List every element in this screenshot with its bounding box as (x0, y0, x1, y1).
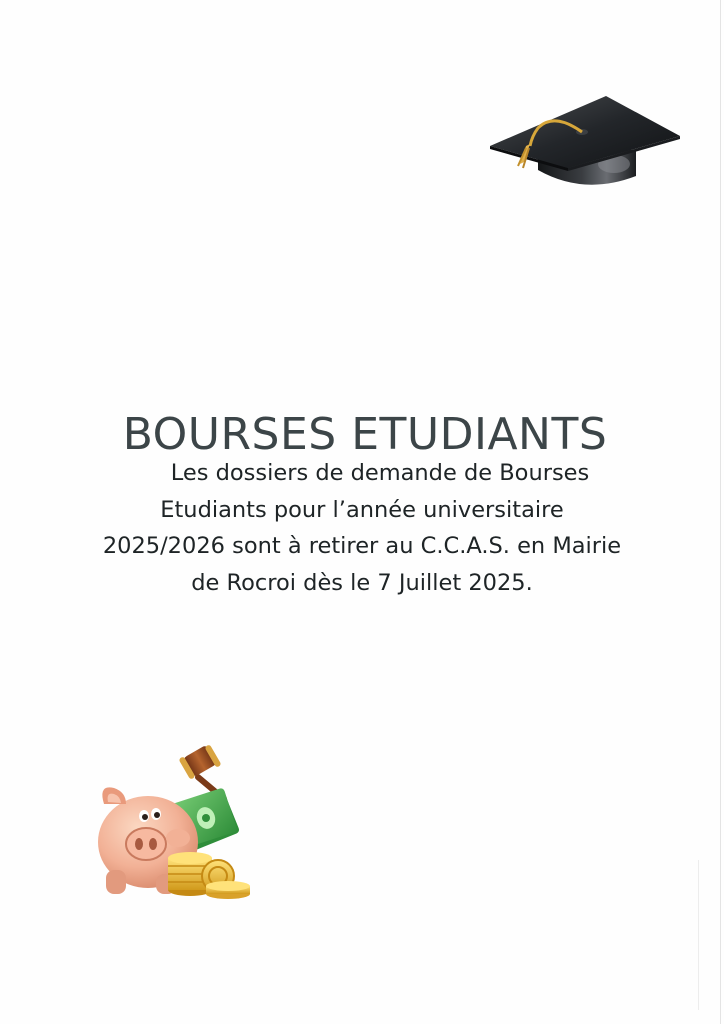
announcement-line: 2025/2026 sont à retirer au C.C.A.S. en Mairie (102, 533, 622, 559)
announcement-line: de Rocroi dès le 7 Juillet 2025. (191, 569, 533, 596)
scan-edge-line (698, 860, 699, 1010)
page-title: BOURSES ETUDIANTS (122, 409, 608, 461)
piggy-bank-money-icon (96, 738, 256, 900)
coin-stack-icon (168, 852, 250, 899)
graduation-cap-icon (486, 92, 684, 190)
scan-edge-line (720, 0, 721, 1024)
announcement-line: Les dossiers de demande de Bourses (170, 460, 590, 486)
announcement-text (92, 455, 632, 601)
announcement-line: Etudiants pour l’année universitaire (160, 496, 564, 523)
